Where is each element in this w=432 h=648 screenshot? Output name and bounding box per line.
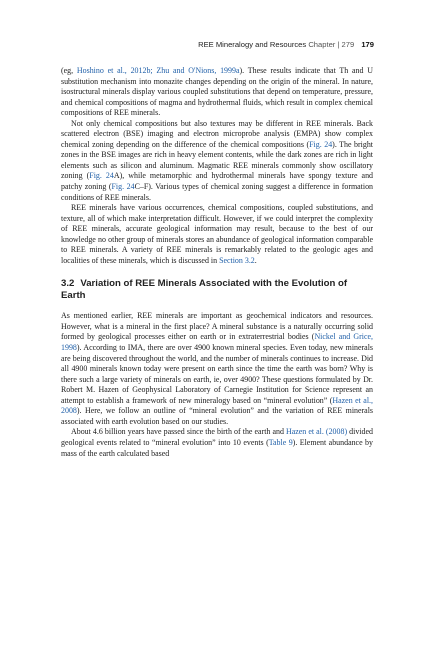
- paragraph: [61, 119, 373, 203]
- paragraph-text: ). Here, we follow an outline of “mineral evolution” and the variation of REE minerals associated with earth evolution based on our studies.: [61, 406, 373, 426]
- paragraph-text: ). According to IMA, there are over 4900 known mineral species. Even today, new minerals are being discovered throughout the world, and the number of minerals continues to increase. Did all 4900 minerals known today were present on earth since the time the earth was born? Why is there such a large variety of minerals on earth, ie, over 4900? These questions formulated by Dr. Robert M. Hazen of Geophysical Laboratory of Carnegie Institution for Science represent an attempt to establish a framework of new mineralogy based on “mineral evolution” (: [61, 343, 373, 405]
- paragraph: [61, 203, 373, 266]
- paragraphs-before-section: [61, 66, 373, 266]
- citation-link[interactable]: Fig. 24: [309, 139, 333, 149]
- paragraph: [61, 427, 373, 459]
- paragraph: [61, 311, 373, 427]
- page-number: 179: [361, 40, 374, 49]
- citation-link[interactable]: Hazen et al. (2008): [286, 427, 348, 437]
- citation-link[interactable]: Table 9: [268, 437, 293, 447]
- paragraph-text: C–F). Various types of chemical zoning suggest a difference in formation conditions of REE minerals.: [61, 182, 374, 202]
- book-title: REE Mineralogy and Resources: [198, 40, 307, 49]
- section-title: Variation of REE Minerals Associated with the Evolution of Earth: [61, 278, 348, 302]
- paragraphs-after-section: [61, 311, 373, 459]
- paragraph-text: .: [254, 255, 257, 265]
- citation-link[interactable]: Nickel and Grice, 1998: [61, 332, 373, 353]
- section-heading: [61, 278, 373, 302]
- paragraph: [61, 66, 373, 119]
- paragraph-text: ). Element abundance by mass of the earth calculated based: [61, 437, 373, 458]
- paragraph-text: ). These results indicate that Th and U substitution mechanism into monazite changes depending on the origin of the mineral. In nature, isostructural minerals display various coupled substitutions that depend on temperature, pressure, and chemical compositions of magma and hydrothermal fluids, which result in complex chemical compositions of REE minerals.: [61, 66, 373, 118]
- citation-link[interactable]: Fig. 24: [89, 171, 114, 181]
- body-text: [61, 66, 373, 459]
- section-number: 3.2: [61, 278, 75, 290]
- paragraph-text: REE minerals have various occurrences, chemical compositions, coupled substitutions, and texture, all of which make interpretation difficult. However, if we could interpret the complexity of REE minerals, accurate geological information may result, because to the best of our knowledge no other group of minerals stores an abundance of geological information comparable to REE minerals. A variety of REE minerals is remarkably related to the geologic ages and localities of these minerals, which is discussed in: [61, 203, 373, 265]
- running-head: [198, 40, 374, 49]
- chapter-label: Chapter | 279: [308, 40, 355, 49]
- paragraph-text: As mentioned earlier, REE minerals are important as geochemical indicators and resources. However, what is a mineral in the first place? A mineral substance is a naturally occurring solid formed by geological processes either on earth or in extraterrestrial bodies (: [61, 311, 373, 342]
- paragraph-text: About 4.6 billion years have passed since the birth of the earth and: [71, 427, 286, 437]
- paragraph-text: (eg,: [61, 66, 77, 75]
- citation-link[interactable]: Hoshino et al., 2012b; Zhu and O'Nions, 1999a: [76, 66, 240, 75]
- citation-link[interactable]: Section 3.2: [219, 255, 255, 265]
- paragraph-text: ). The bright zones in the BSE images are rich in heavy element contents, while the dark zones are rich in light elements such as silicon and aluminum. Magmatic REE minerals commonly show oscillatory zoning (: [61, 139, 373, 181]
- citation-link[interactable]: Hazen et al., 2008: [61, 395, 373, 416]
- paragraph-text: A), while metamorphic and hydrothermal minerals have spongy texture and patchy zoning (: [61, 171, 374, 192]
- paragraph-text: divided geological events related to “mineral evolution” into 10 events (: [61, 427, 373, 447]
- paragraph-text: Not only chemical compositions but also textures may be different in REE minerals. Back scattered electron (BSE) imaging and electron microprobe analysis (EMPA) show complex chemical zoning depending on the difference of the chemical compositions (: [61, 118, 373, 149]
- citation-link[interactable]: Fig. 24: [111, 182, 135, 192]
